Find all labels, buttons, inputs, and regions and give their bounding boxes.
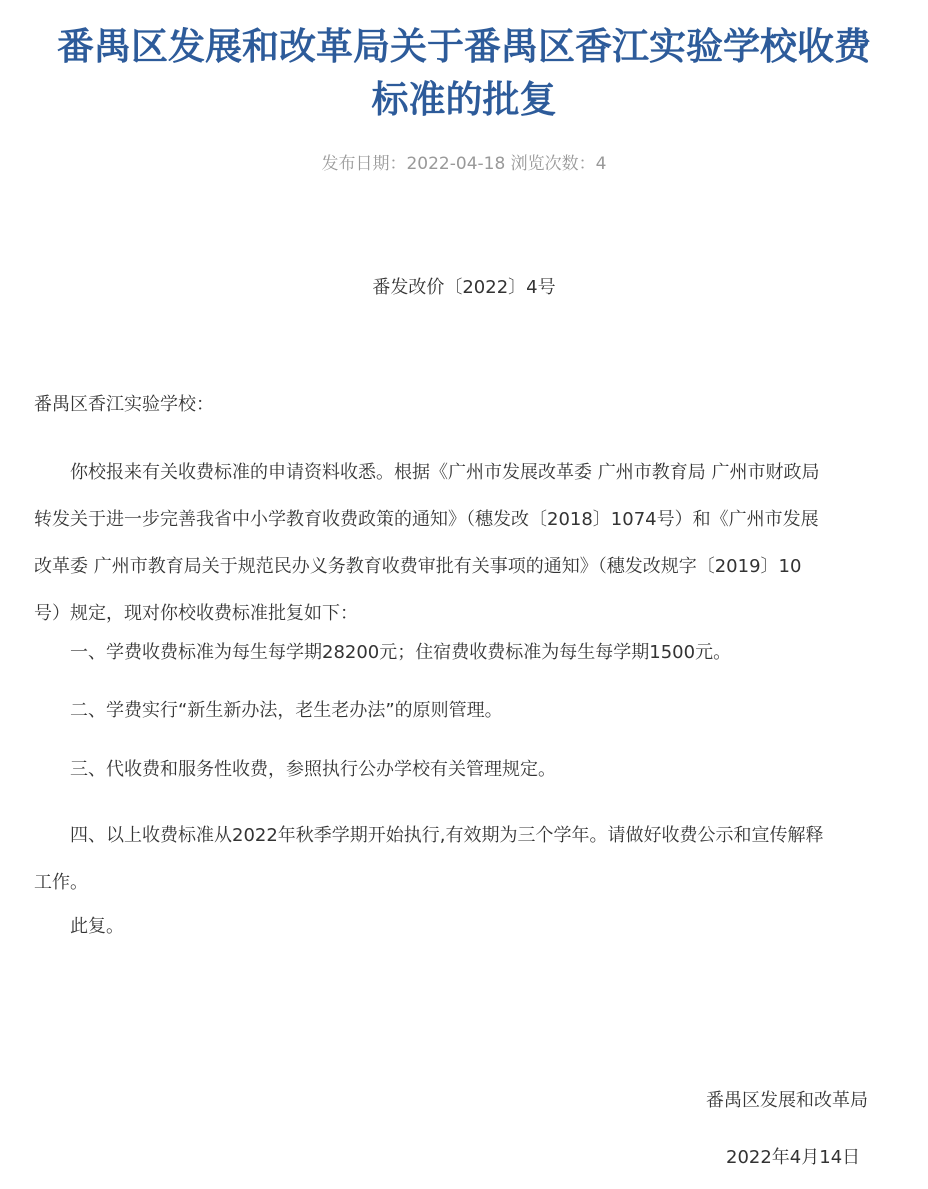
main-paragraph bbox=[34, 449, 908, 637]
main-paragraph-line: 改革委 广州市教育局关于规范民办义务教育收费审批有关事项的通知》（穗发改规字〔2019〕10 bbox=[34, 556, 802, 577]
item-4-line: 四、以上收费标准从2022年秋季学期开始执行,有效期为三个学年。请做好收费公示和宣传解释 bbox=[34, 825, 824, 846]
main-paragraph-line: 你校报来有关收费标准的申请资料收悉。根据《广州市发展改革委 广州市教育局 广州市财政局 bbox=[34, 462, 820, 483]
signature-date: 2022年4月14日 bbox=[726, 1147, 861, 1168]
article-title-line-2: 标准的批复 bbox=[371, 78, 557, 121]
salutation: 番禺区香江实验学校： bbox=[34, 394, 214, 415]
document-number: 番发改价〔2022〕4号 bbox=[372, 277, 556, 298]
item-4 bbox=[34, 812, 908, 906]
item-4-line: 工作。 bbox=[34, 872, 88, 893]
article-title-line-1: 番禺区发展和改革局关于番禺区香江实验学校收费 bbox=[57, 25, 871, 68]
item-2: 二、学费实行“新生新办法，老生老办法”的原则管理。 bbox=[34, 700, 503, 721]
signature-organization: 番禺区发展和改革局 bbox=[706, 1090, 868, 1111]
closing-reply: 此复。 bbox=[34, 916, 124, 937]
main-paragraph-line: 转发关于进一步完善我省中小学教育收费政策的通知》（穗发改〔2018〕1074号）和《广州市发展 bbox=[34, 509, 819, 530]
publish-meta: 发布日期：2022-04-18 浏览次数：4 bbox=[321, 154, 607, 174]
item-3: 三、代收费和服务性收费，参照执行公办学校有关管理规定。 bbox=[34, 759, 556, 780]
main-paragraph-line: 号）规定，现对你校收费标准批复如下： bbox=[34, 603, 358, 624]
item-1: 一、学费收费标准为每生每学期28200元；住宿费收费标准为每生每学期1500元。 bbox=[34, 642, 732, 663]
